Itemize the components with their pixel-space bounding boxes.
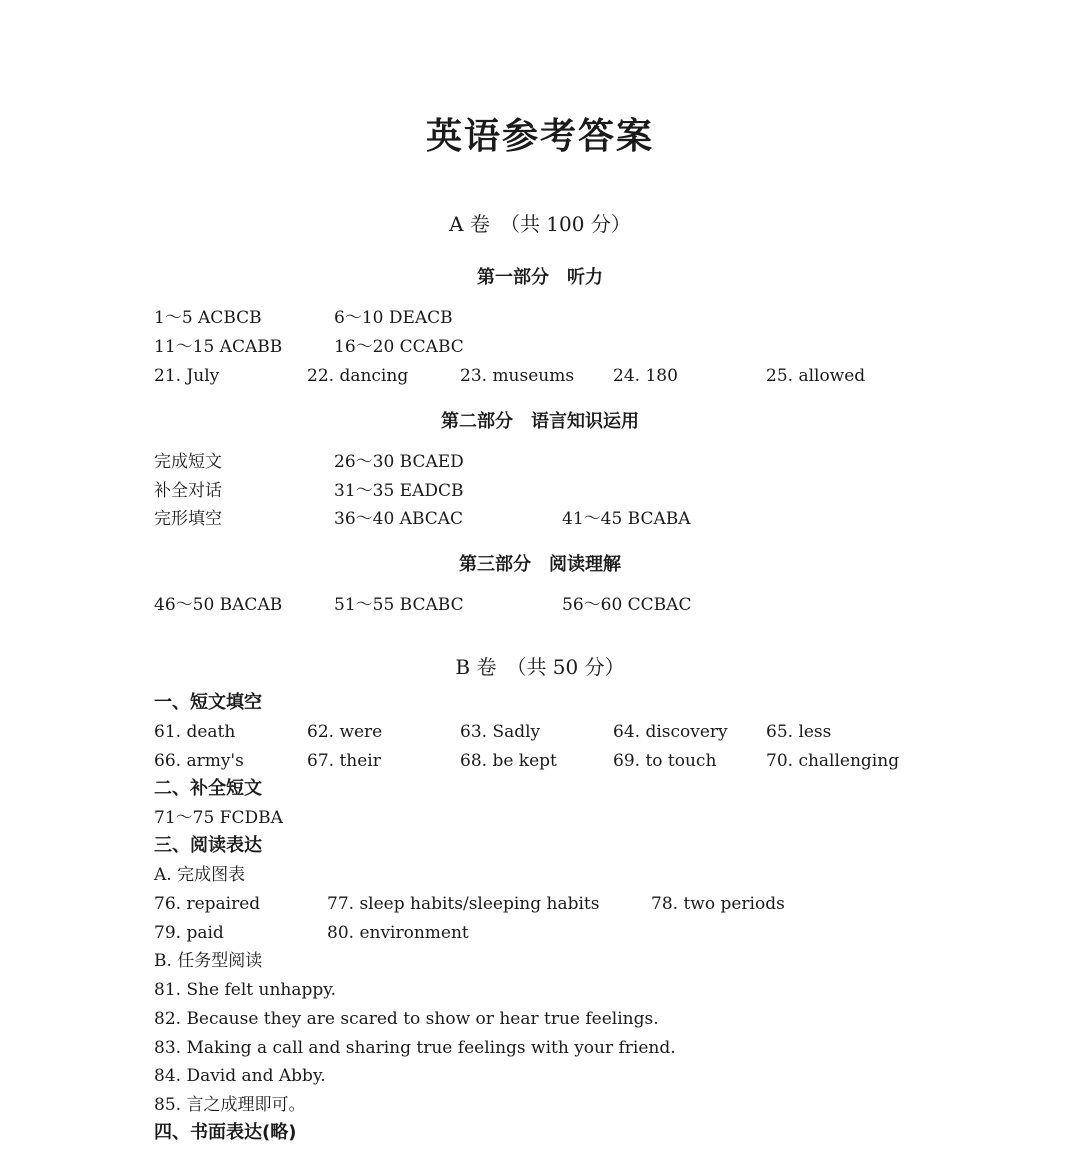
answer-item: 62. were [307, 722, 383, 742]
part3-heading: 第三部分 阅读理解 [459, 554, 621, 575]
answer-row [0, 721, 1080, 743]
answer-sentence: 85. 言之成理即可。 [154, 1095, 306, 1115]
answer-sentence: 81. She felt unhappy. [154, 980, 337, 1000]
subsection-a-heading: A. 完成图表 [154, 865, 246, 885]
answer-item: 23. museums [460, 366, 575, 386]
answer-item: 26～30 BCAED [334, 452, 464, 472]
answer-item: 41～45 BCABA [562, 509, 691, 529]
answer-label: 补全对话 [154, 481, 222, 501]
answer-item: 77. sleep habits/sleeping habits [327, 894, 600, 914]
answer-row [0, 307, 1080, 329]
answer-row [0, 480, 1080, 502]
answer-item: 78. two periods [651, 894, 785, 914]
answer-item: 1～5 ACBCB [154, 308, 262, 328]
answer-item: 31～35 EADCB [334, 481, 464, 501]
answer-row [0, 451, 1080, 473]
answer-item: 56～60 CCBAC [562, 595, 692, 615]
vol-a-heading: A 卷 （共 100 分） [449, 212, 631, 236]
answer-item: 22. dancing [307, 366, 409, 386]
answer-item: 71～75 FCDBA [154, 808, 283, 828]
answer-row [0, 922, 1080, 944]
part1-heading: 第一部分 听力 [477, 267, 603, 288]
answer-item: 6～10 DEACB [334, 308, 453, 328]
answer-label: 完形填空 [154, 509, 222, 529]
answer-item: 46～50 BACAB [154, 595, 283, 615]
answer-row [0, 365, 1080, 387]
answer-item: 79. paid [154, 923, 224, 943]
answer-item: 21. July [154, 366, 220, 386]
subsection-b-heading: B. 任务型阅读 [154, 951, 263, 971]
answer-item: 66. army's [154, 751, 244, 771]
answer-item: 25. allowed [766, 366, 866, 386]
answer-item: 24. 180 [613, 366, 678, 386]
answer-row [0, 750, 1080, 772]
answer-item: 80. environment [327, 923, 469, 943]
answer-sentence: 83. Making a call and sharing true feelings with your friend. [154, 1038, 676, 1058]
answer-item: 70. challenging [766, 751, 900, 771]
answer-label: 完成短文 [154, 452, 222, 472]
answer-item: 11～15 ACABB [154, 337, 283, 357]
answer-item: 69. to touch [613, 751, 717, 771]
answer-row [0, 508, 1080, 530]
answer-item: 36～40 ABCAC [334, 509, 464, 529]
page-title: 英语参考答案 [425, 116, 654, 157]
answer-item: 65. less [766, 722, 832, 742]
answer-item: 68. be kept [460, 751, 557, 771]
vol-b-heading: B 卷 （共 50 分） [455, 655, 625, 679]
answer-item: 51～55 BCABC [334, 595, 464, 615]
section4-heading: 四、书面表达(略) [154, 1122, 297, 1143]
section2-heading: 二、补全短文 [154, 778, 262, 799]
part2-heading: 第二部分 语言知识运用 [441, 411, 639, 432]
answer-sentence: 82. Because they are scared to show or hear true feelings. [154, 1009, 659, 1029]
section1-heading: 一、短文填空 [154, 692, 262, 713]
answer-item: 64. discovery [613, 722, 728, 742]
answer-item: 63. Sadly [460, 722, 541, 742]
answer-item: 61. death [154, 722, 236, 742]
answer-row [0, 893, 1080, 915]
answer-item: 16～20 CCABC [334, 337, 464, 357]
answer-row [0, 336, 1080, 358]
answer-sentence: 84. David and Abby. [154, 1066, 326, 1086]
answer-row [0, 594, 1080, 616]
answer-item: 76. repaired [154, 894, 261, 914]
section3-heading: 三、阅读表达 [154, 835, 262, 856]
answer-item: 67. their [307, 751, 381, 771]
